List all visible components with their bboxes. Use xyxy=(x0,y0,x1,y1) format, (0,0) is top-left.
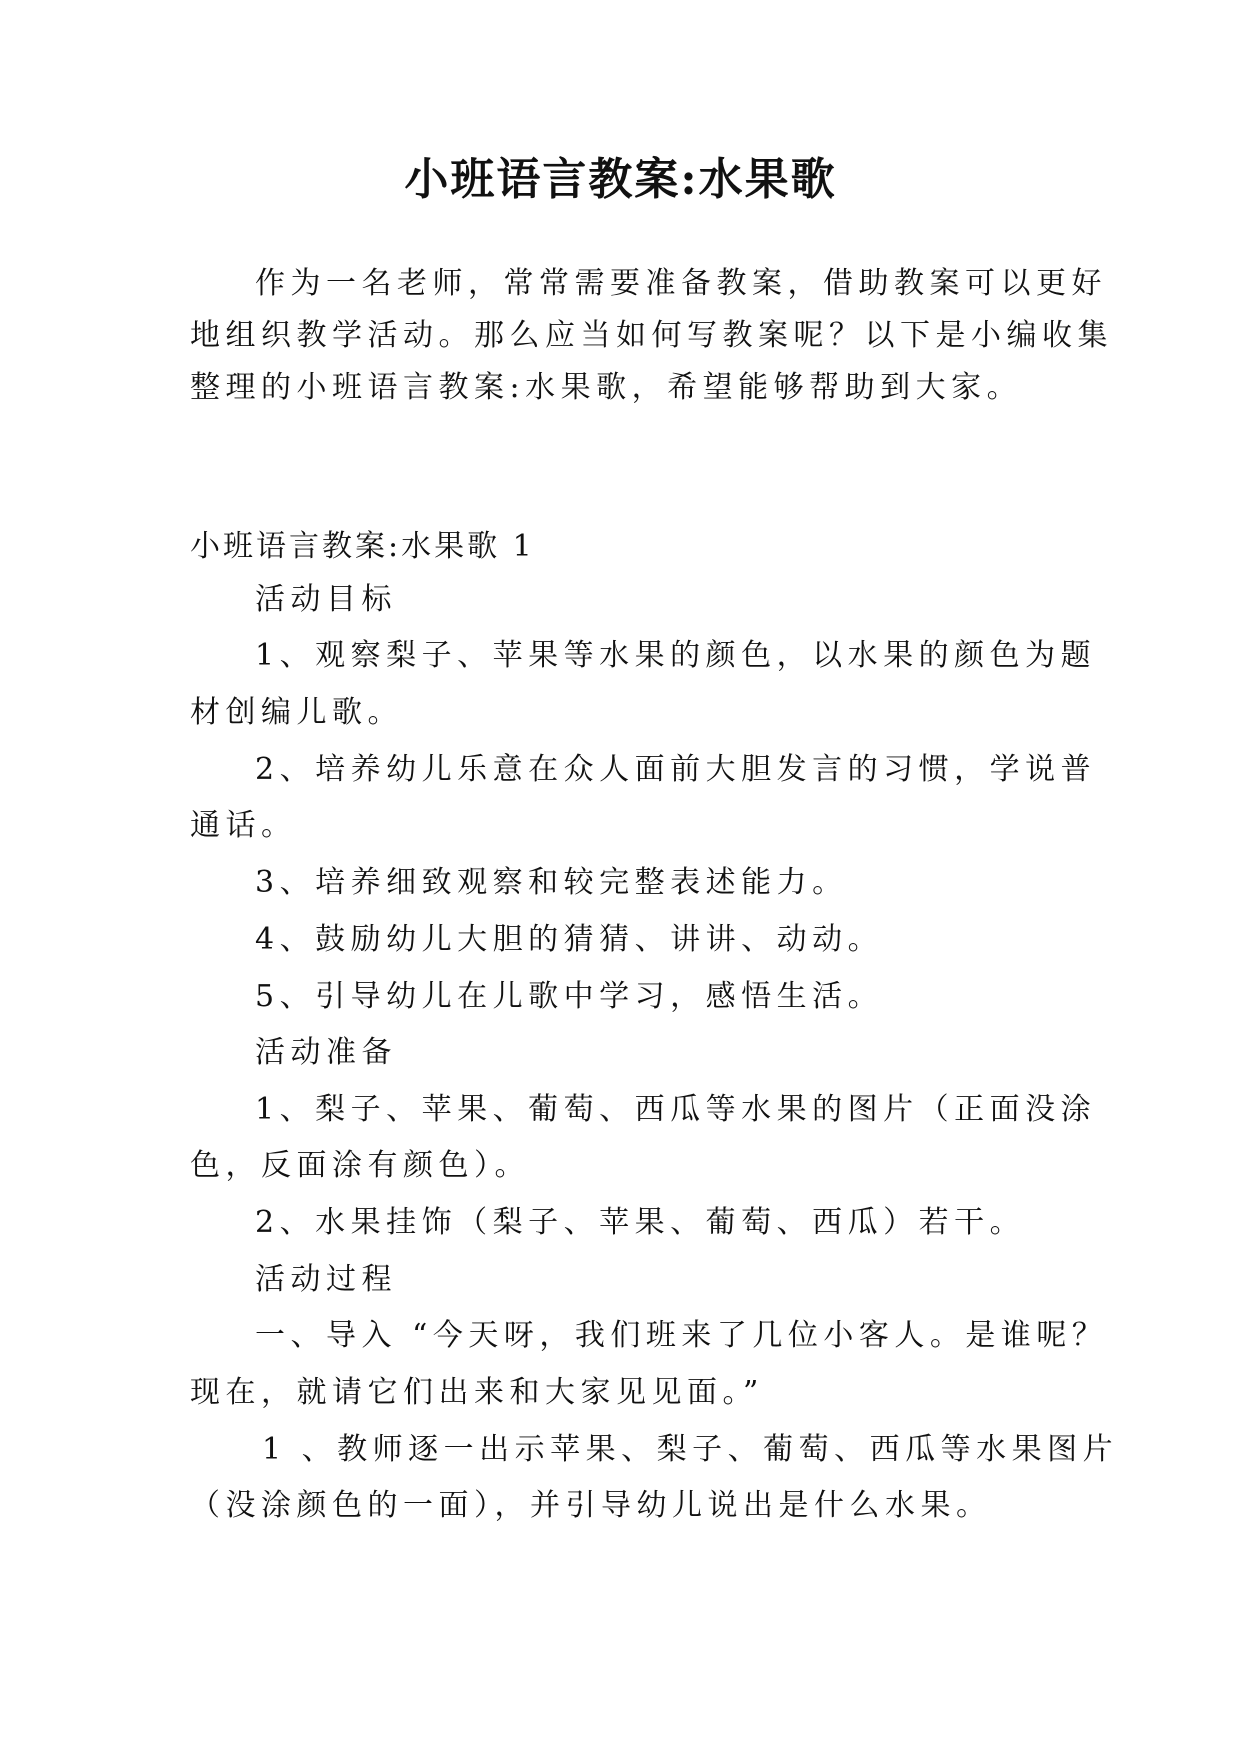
prep-line-1: 1、梨子、苹果、葡萄、西瓜等水果的图片（正面没涂 xyxy=(255,1092,1097,1127)
goal-heading: 活动目标 xyxy=(255,582,397,617)
process-line-2: 现在，就请它们出来和大家见见面。” xyxy=(190,1375,764,1410)
goal-line-1: 1、观察梨子、苹果等水果的颜色，以水果的颜色为题 xyxy=(255,638,1097,673)
prep-line-3: 2、水果挂饰（梨子、苹果、葡萄、西瓜）若干。 xyxy=(255,1205,1026,1240)
process-line-3: 1 、教师逐一出示苹果、梨子、葡萄、西瓜等水果图片 xyxy=(262,1432,1119,1467)
goal-line-4: 通话。 xyxy=(190,808,297,843)
goal-line-7: 5、引导幼儿在儿歌中学习，感悟生活。 xyxy=(255,979,884,1014)
goal-line-5: 3、培养细致观察和较完整表述能力。 xyxy=(255,865,848,900)
goal-line-3: 2、培养幼儿乐意在众人面前大胆发言的习惯，学说普 xyxy=(255,752,1097,787)
intro-line-2: 地组织教学活动。那么应当如何写教案呢？以下是小编收集 xyxy=(190,318,1113,353)
intro-line-1: 作为一名老师，常常需要准备教案，借助教案可以更好 xyxy=(255,266,1107,301)
prep-heading: 活动准备 xyxy=(255,1035,397,1070)
process-line-1: 一、导入 “今天呀，我们班来了几位小客人。是谁呢？ xyxy=(255,1318,1108,1353)
process-heading: 活动过程 xyxy=(255,1262,397,1297)
goal-line-2: 材创编儿歌。 xyxy=(190,695,403,730)
intro-line-3: 整理的小班语言教案:水果歌，希望能够帮助到大家。 xyxy=(190,370,1023,405)
section-title: 小班语言教案:水果歌 1 xyxy=(190,529,535,564)
goal-line-6: 4、鼓励幼儿大胆的猜猜、讲讲、动动。 xyxy=(255,922,884,957)
prep-line-2: 色，反面涂有颜色）。 xyxy=(190,1148,530,1183)
document-title: 小班语言教案:水果歌 xyxy=(404,154,837,205)
process-line-4: （没涂颜色的一面），并引导幼儿说出是什么水果。 xyxy=(190,1488,992,1523)
